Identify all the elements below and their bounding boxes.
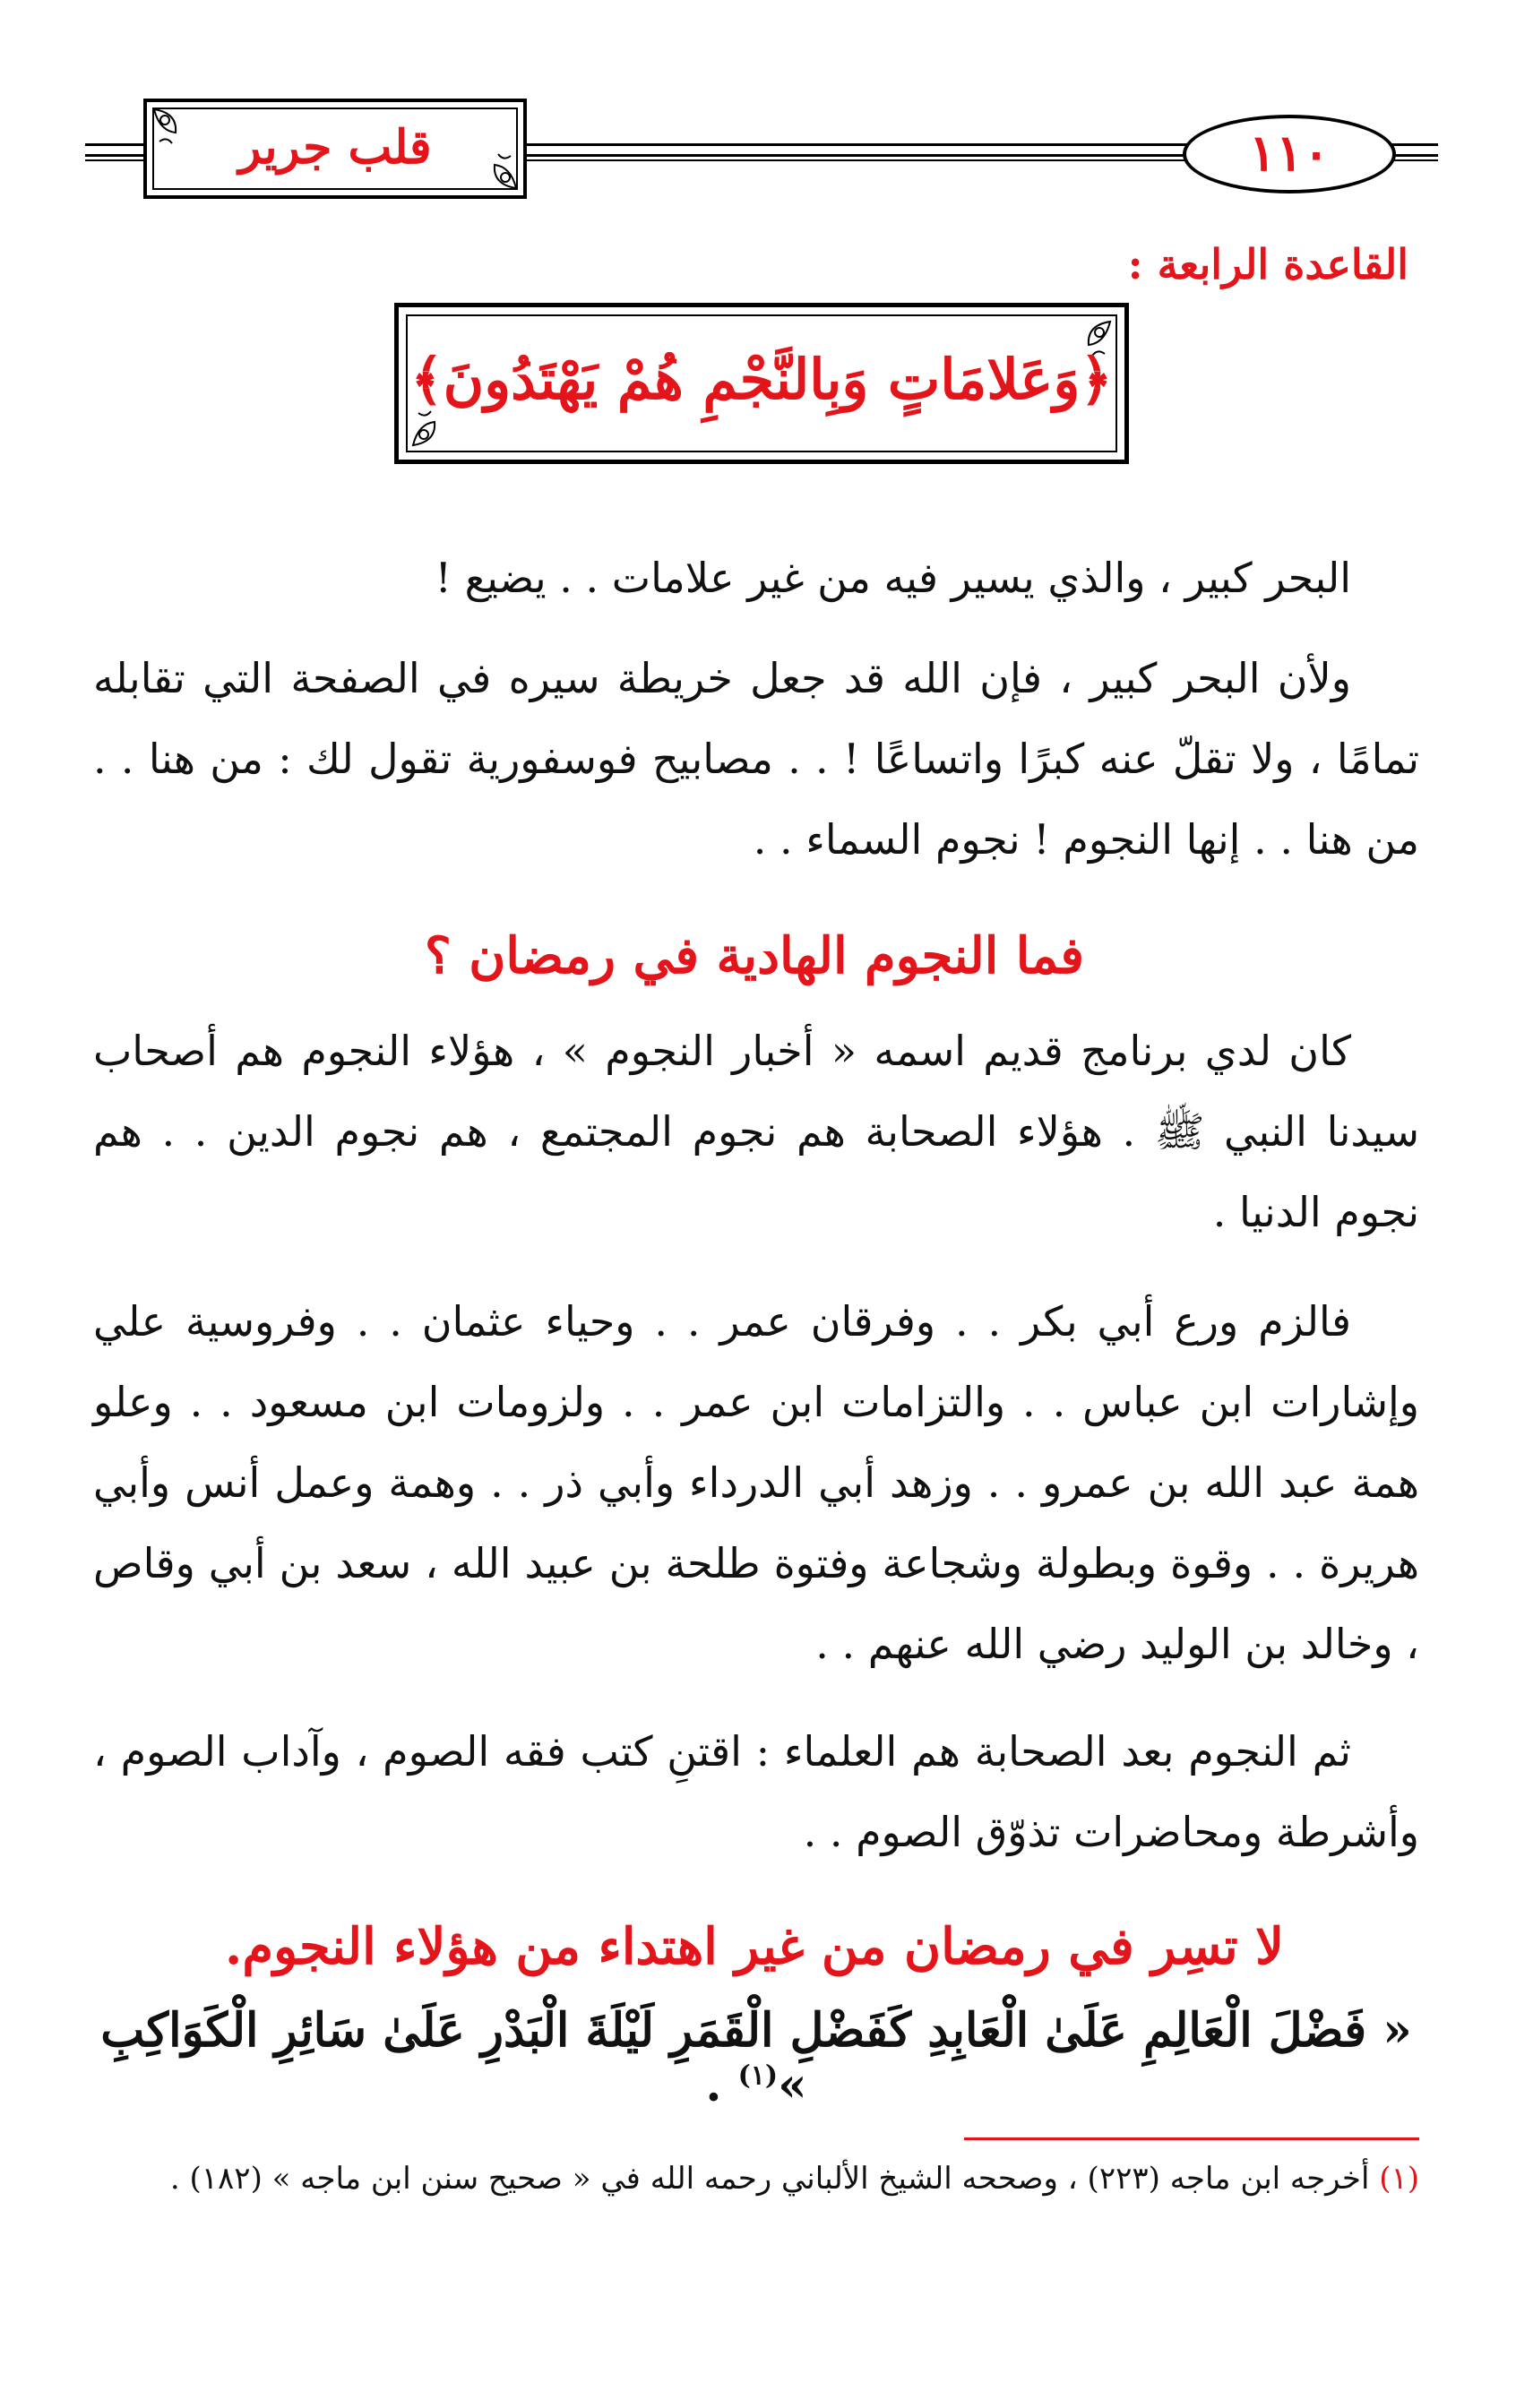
paragraph: البحر كبير ، والذي يسير فيه من غير علامات . . يضيع ! — [435, 554, 1351, 602]
red-statement: لا تسِر في رمضان من غير اهتداء من هؤلاء النجوم. — [224, 1917, 1285, 1976]
paragraph: كان لدي برنامج قديم اسمه « أخبار النجوم » ، هؤلاء النجوم هم أصحاب سيدنا النبي ﷺ . هؤلاء الصحابة هم نجوم المجتمع ، هم نجوم الدين . . هم نجوم الدنيا . — [93, 1027, 1419, 1236]
hadith-text: « فَضْلَ الْعَالِمِ عَلَىٰ الْعَابِدِ كَفَضْلِ الْقَمَرِ لَيْلَةَ الْبَدْرِ عَلَىٰ سَائِرِ الْكَوَاكِبِ » — [100, 2003, 1412, 2112]
hadith-quote — [93, 2003, 1419, 2112]
corner-ornament-icon — [151, 106, 204, 159]
quran-verse: ﴿وَعَلامَاتٍ وَبِالنَّجْمِ هُمْ يَهْتَدُونَ﴾ — [410, 347, 1113, 412]
paragraph: ثم النجوم بعد الصحابة هم العلماء : اقتنِ كتب فقه الصوم ، وآداب الصوم ، وأشرطة ومحاضرات تذوّق الصوم . . — [93, 1727, 1419, 1856]
corner-ornament-icon — [466, 138, 520, 192]
page-number: ١١٠ — [1248, 124, 1331, 183]
paragraph: فالزم ورع أبي بكر . . وفرقان عمر . . وحياء عثمان . . وفروسية علي وإشارات ابن عباس . . والتزامات ابن عمر . . ولزومات ابن مسعود . . وعلو همة عبد الله بن عمرو . . وزهد أبي الدرداء وأبي ذر . . وهمة وعمل أنس وأبي هريرة . . وقوة وبطولة وشجاعة وفتوة طلحة بن عبيد الله ، سعد بن أبي وقاص ، وخالد بن الوليد رضي الله عنهم . . — [93, 1297, 1419, 1668]
header-title-box — [143, 99, 527, 199]
book-title: قلب جرير — [238, 120, 432, 175]
footnote — [93, 2161, 1419, 2197]
page-number-badge — [1183, 115, 1396, 194]
quran-verse-box — [394, 303, 1129, 464]
footnote-number: (١) — [1379, 2161, 1419, 2197]
footnote-rule — [964, 2137, 1419, 2140]
hadith-trail: . — [705, 2058, 738, 2112]
paragraph: ولأن البحر كبير ، فإن الله قد جعل خريطة سيره في الصفحة التي تقابله تمامًا ، ولا تقلّ عنه كبرًا واتساعًا ! . . مصابيح فوسفورية تقول لك : من هنا . . من هنا . . إنها النجوم ! نجوم السماء . . — [93, 654, 1419, 864]
footnote-text: أخرجه ابن ماجه (٢٢٣) ، وصححه الشيخ الألباني رحمه الله في « صحيح سنن ابن ماجه » (١٨٢) . — [169, 2161, 1370, 2197]
section-title: فما النجوم الهادية في رمضان ؟ — [425, 926, 1084, 985]
rule-heading: القاعدة الرابعة : — [1127, 240, 1408, 288]
footnote-ref: (١) — [737, 2060, 779, 2092]
